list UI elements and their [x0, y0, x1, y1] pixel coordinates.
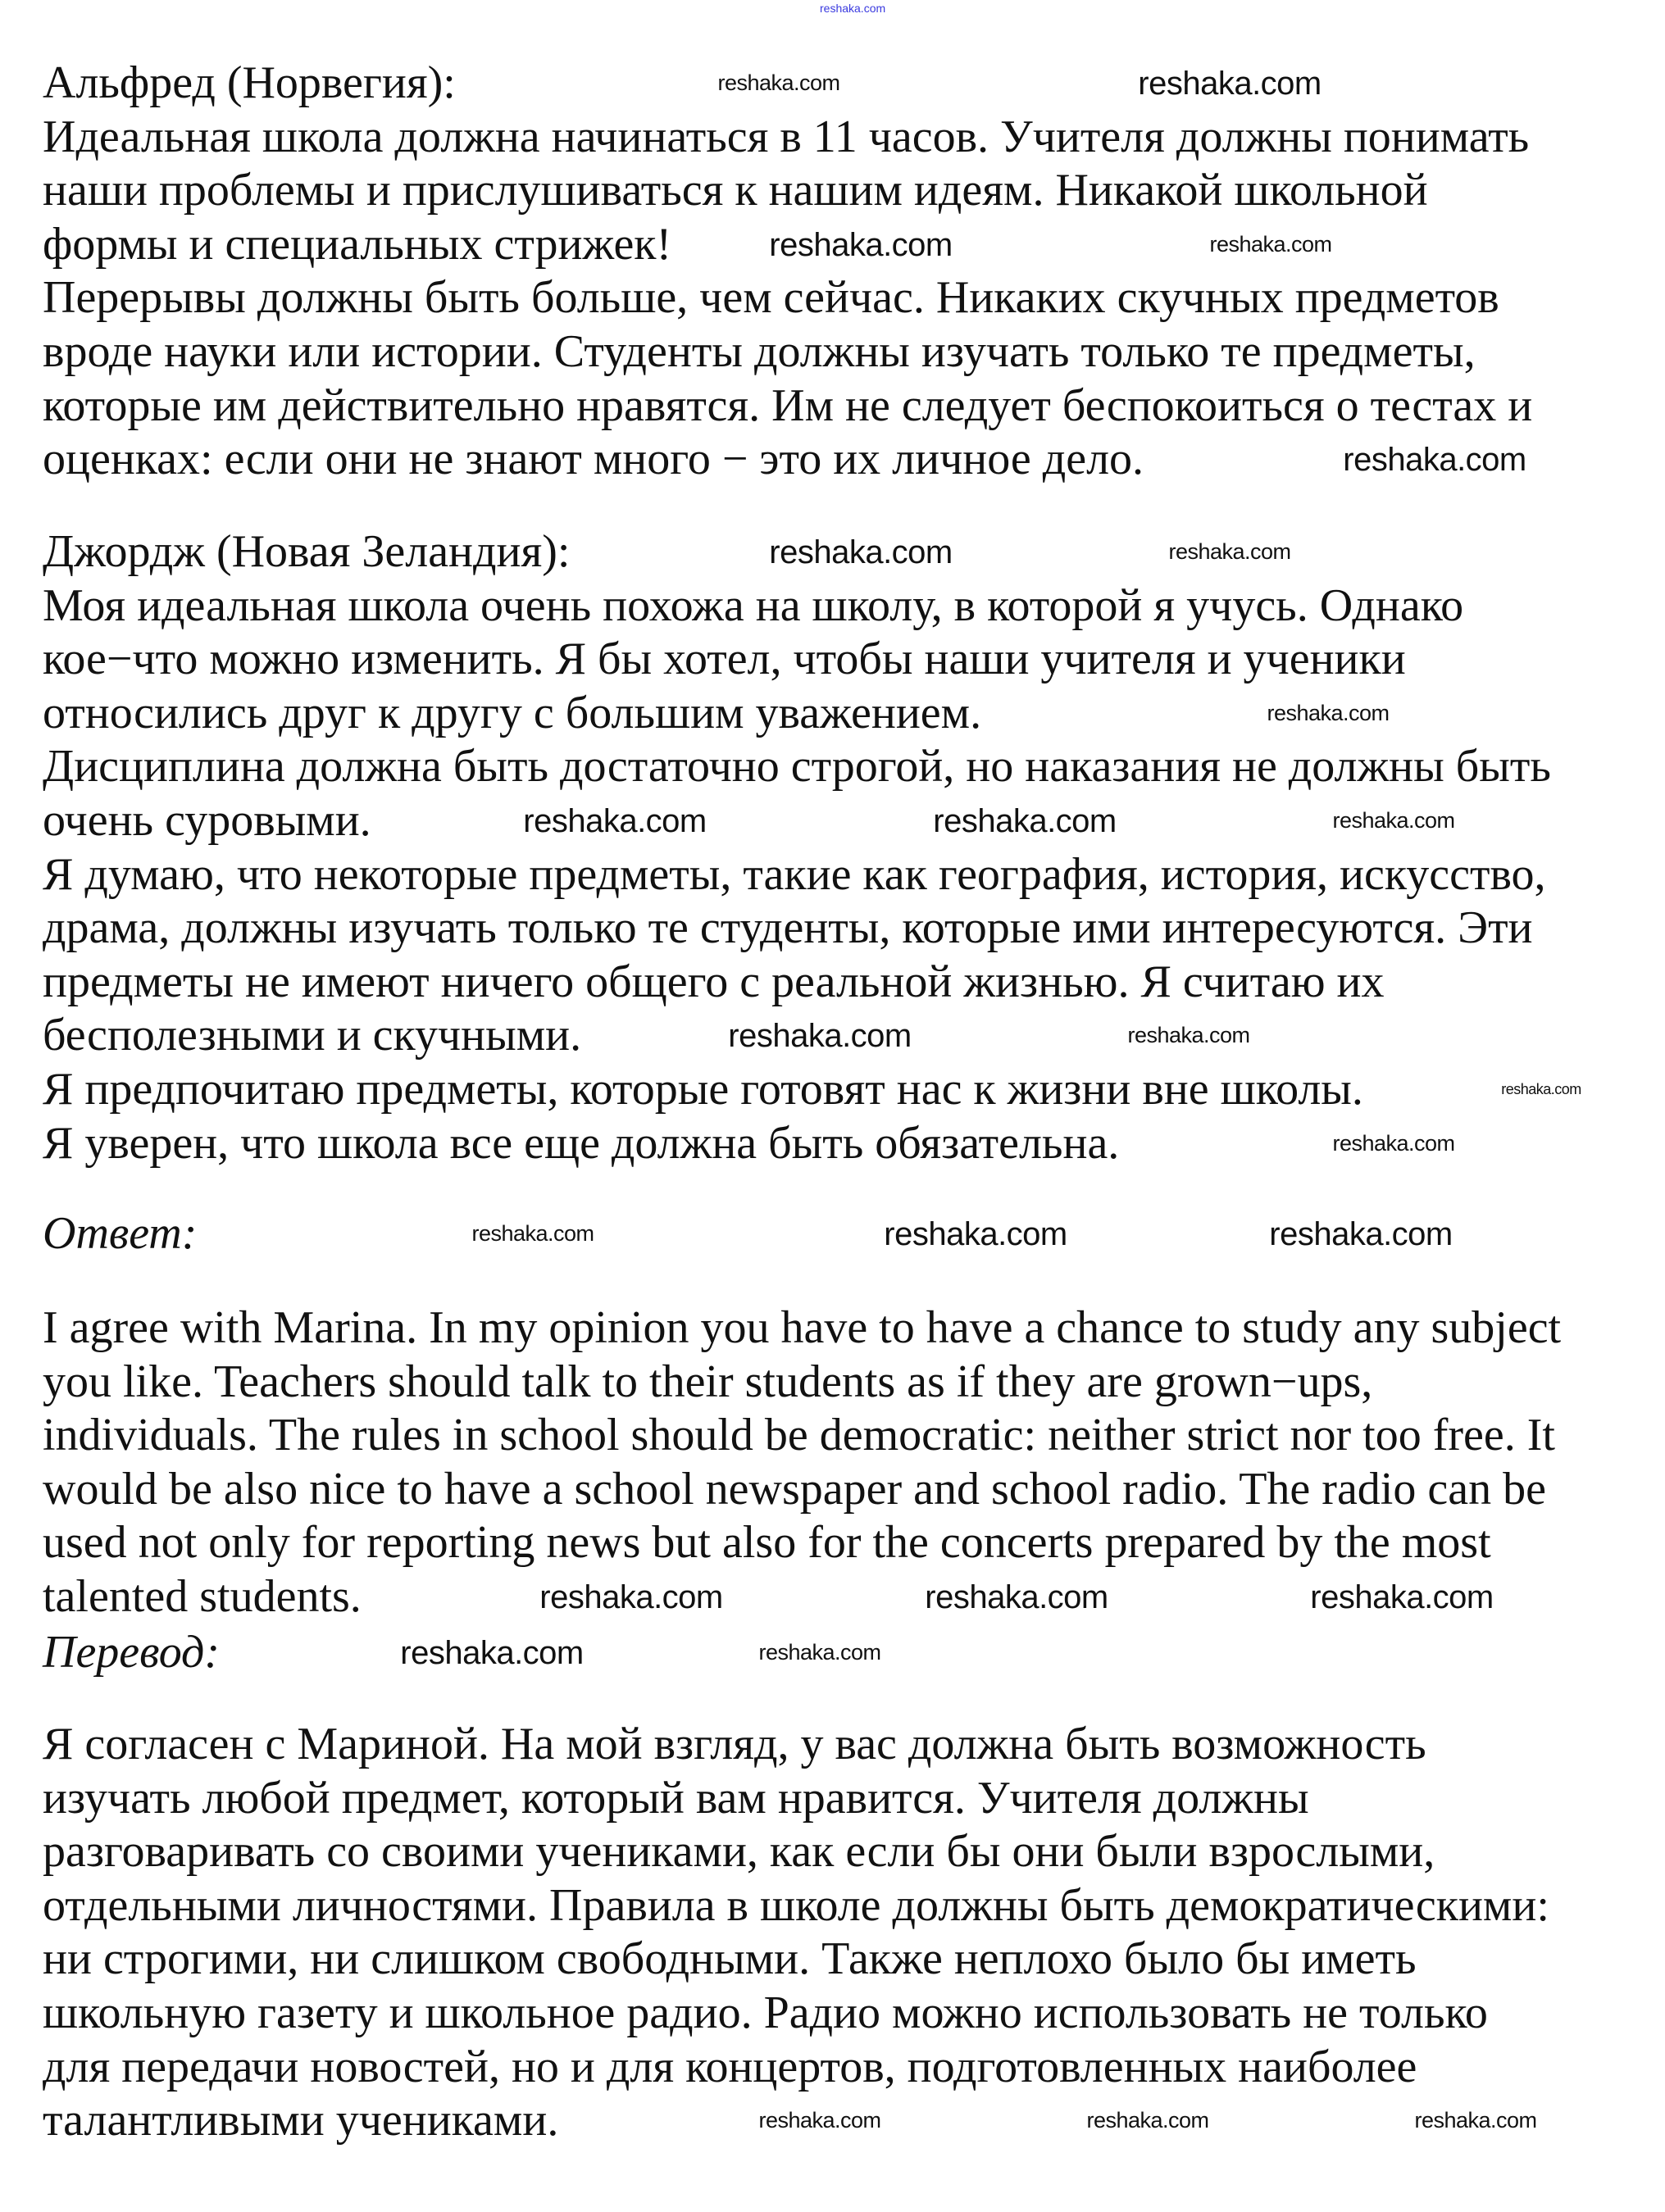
header-watermark: reshaka.com	[820, 2, 886, 15]
george-heading: Джордж (Новая Зеландия):	[43, 526, 571, 577]
text-line: you like. Teachers should talk to their students as if they are grown−ups,	[43, 1356, 1373, 1407]
text-line: вроде науки или истории. Студенты должны изучать только те предметы,	[43, 325, 1476, 377]
text-line: Я уверен, что школа все еще должна быть обязательна.	[43, 1117, 1120, 1169]
answer-label: Ответ:	[43, 1208, 198, 1259]
watermark: reshaka.com	[1332, 808, 1455, 833]
text-line: would be also nice to have a school newspaper and school radio. The radio can be	[43, 1463, 1546, 1515]
watermark: reshaka.com	[769, 227, 953, 263]
watermark: reshaka.com	[1127, 1023, 1250, 1048]
watermark: reshaka.com	[758, 1640, 881, 1665]
text-line: отдельными личностями. Правила в школе должны быть демократическими:	[43, 1879, 1549, 1931]
text-line: бесполезными и скучными.	[43, 1010, 582, 1061]
text-line: Я предпочитаю предметы, которые готовят нас к жизни вне школы.	[43, 1063, 1363, 1115]
text-line: ни строгими, ни слишком свободными. Также неплохо было бы иметь	[43, 1933, 1417, 1985]
text-line: individuals. The rules in school should be democratic: neither strict nor too free. It	[43, 1410, 1555, 1461]
watermark: reshaka.com	[1168, 539, 1291, 565]
watermark: reshaka.com	[1310, 1579, 1494, 1615]
text-line: разговаривать со своими учениками, как если бы они были взрослыми,	[43, 1826, 1435, 1878]
alfred-heading: Альфред (Норвегия):	[43, 57, 456, 108]
text-line: Я согласен с Мариной. На мой взгляд, у вас должна быть возможность	[43, 1719, 1426, 1769]
watermark: reshaka.com	[1209, 232, 1332, 257]
watermark: reshaka.com	[471, 1221, 594, 1247]
text-line: формы и специальных стрижек!	[43, 218, 672, 270]
text-line: которые им действительно нравятся. Им не следует беспокоиться о тестах и	[43, 379, 1533, 431]
watermark: reshaka.com	[758, 2108, 881, 2133]
answer-section	[43, 1301, 1561, 1624]
text-line: драма, должны изучать только те студенты, которые ими интересуются. Эти	[43, 902, 1533, 954]
watermark: reshaka.com	[1138, 66, 1322, 102]
watermark: reshaka.com	[933, 803, 1117, 839]
watermark: reshaka.com	[400, 1635, 584, 1671]
text-line: Моя идеальная школа очень похожа на школу, в которой я учусь. Однако	[43, 579, 1464, 631]
translation-label: Перевод:	[43, 1627, 220, 1678]
watermark: reshaka.com	[769, 534, 953, 570]
alfred-section	[43, 57, 1532, 487]
watermark: reshaka.com	[1267, 701, 1390, 726]
text-line: Дисциплина должна быть достаточно строгой, но наказания не должны быть	[43, 741, 1551, 793]
text-line: Идеальная школа должна начинаться в 11 часов. Учителя должны понимать	[43, 111, 1530, 162]
watermark: reshaka.com	[925, 1579, 1108, 1615]
text-line: кое−что можно изменить. Я бы хотел, чтобы наши учителя и ученики	[43, 634, 1406, 685]
watermark: reshaka.com	[1269, 1216, 1453, 1252]
watermark: reshaka.com	[1501, 1081, 1581, 1098]
translation-section	[43, 1718, 1549, 2148]
text-line: Я думаю, что некоторые предметы, такие как география, история, искусство,	[43, 848, 1546, 900]
watermark: reshaka.com	[539, 1579, 723, 1615]
watermark: reshaka.com	[1414, 2108, 1537, 2133]
text-line: относились друг к другу с большим уважением.	[43, 687, 982, 738]
text-line: предметы не имеют ничего общего с реальной жизнью. Я считаю их	[43, 956, 1385, 1007]
watermark: reshaka.com	[1086, 2108, 1209, 2133]
watermark: reshaka.com	[717, 70, 840, 96]
george-section	[43, 525, 1551, 1170]
watermark: reshaka.com	[523, 803, 707, 839]
text-line: для передачи новостей, но и для концертов, подготовленных наиболее	[43, 2041, 1417, 2092]
text-line: очень суровыми.	[43, 794, 371, 846]
text-line: Перерывы должны быть больше, чем сейчас. Никаких скучных предметов	[43, 272, 1499, 324]
text-line: изучать любой предмет, который вам нравится. Учителя должны	[43, 1772, 1309, 1824]
watermark: reshaka.com	[884, 1216, 1067, 1252]
text-line: школьную газету и школьное радио. Радио можно использовать не только	[43, 1987, 1488, 2038]
text-line: оценках: если они не знают много − это их личное дело.	[43, 434, 1144, 485]
watermark: reshaka.com	[728, 1018, 912, 1054]
text-line: talented students.	[43, 1570, 362, 1622]
text-line: талантливыми учениками.	[43, 2095, 559, 2146]
text-line: used not only for reporting news but also for the concerts prepared by the most	[43, 1517, 1491, 1569]
text-line: I agree with Marina. In my opinion you have to have a chance to study any subject	[43, 1302, 1562, 1353]
watermark: reshaka.com	[1332, 1131, 1455, 1156]
text-line: наши проблемы и прислушиваться к нашим идеям. Никакой школьной	[43, 165, 1428, 216]
watermark: reshaka.com	[1343, 442, 1526, 478]
